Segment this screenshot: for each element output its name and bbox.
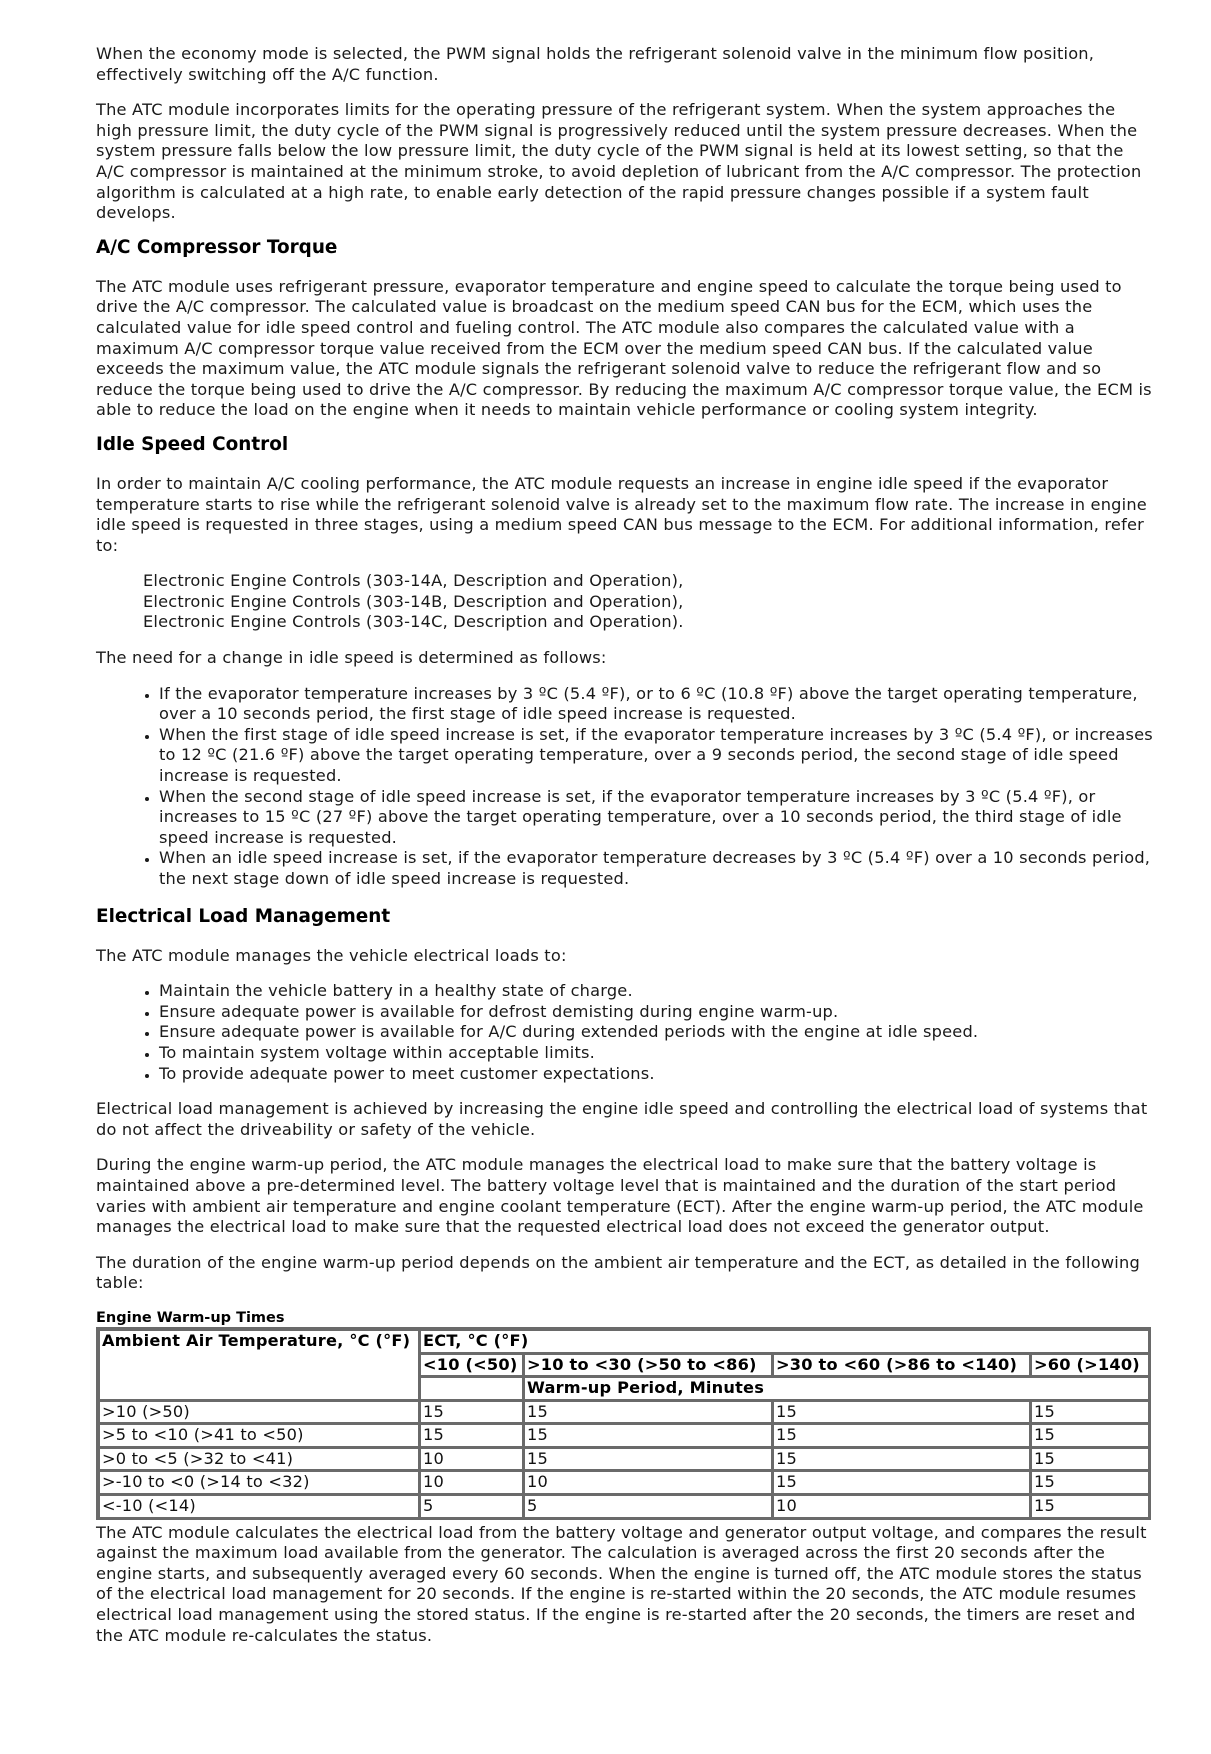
- value-cell: 5: [419, 1494, 523, 1518]
- period-header-cell: Warm-up Period, Minutes: [523, 1376, 1149, 1400]
- empty-cell: [419, 1376, 523, 1400]
- list-item: • When an idle speed increase is set, if the evaporator temperature decreases by 3 ºC (5.4 ºF) over a 10 seconds period, the next stage down of idle speed increase is requested.: [159, 848, 1156, 889]
- value-cell: 15: [419, 1400, 523, 1424]
- value-cell: 15: [1030, 1494, 1149, 1518]
- heading-idle-speed-control: Idle Speed Control: [96, 433, 289, 455]
- intro-paragraph-economy: When the economy mode is selected, the PWM signal holds the refrigerant solenoid valve in the minimum flow position, effectively switching off the A/C function.: [96, 44, 1095, 84]
- elm-intro-paragraph: The ATC module manages the vehicle electrical loads to:: [96, 945, 567, 965]
- value-cell: 15: [1030, 1447, 1149, 1471]
- list-item: • When the second stage of idle speed increase is set, if the evaporator temperature increases by 3 ºC (5.4 ºF), or increases to 15 ºC (27 ºF) above the target operating temperature, over a 10 seconds period, the third stage of idle speed increase is requested.: [159, 787, 1156, 849]
- table-row: [98, 1447, 1149, 1471]
- ambient-cell: >0 to <5 (>32 to <41): [98, 1447, 419, 1471]
- list-item: • Maintain the vehicle battery in a healthy state of charge.: [159, 981, 1156, 1002]
- ect-range-cell: >60 (>140): [1030, 1353, 1149, 1377]
- intro-paragraph-pressure-limits: The ATC module incorporates limits for the operating pressure of the refrigerant system. When the system approaches the high pressure limit, the duty cycle of the PWM signal is progressively reduced until the system pressure decreases. When the system pressure falls below the low pressure limit, the duty cycle of the PWM signal is held at its lowest setting, so that the A/C compressor is maintained at the minimum stroke, to avoid depletion of lubricant from the A/C compressor. The protection algorithm is calculated at a high rate, to enable early detection of the rapid pressure changes possible if a system fault develops.: [96, 100, 1142, 223]
- value-cell: 15: [419, 1423, 523, 1447]
- value-cell: 5: [523, 1494, 772, 1518]
- document-page: [96, 44, 1156, 1646]
- heading-compressor-torque: A/C Compressor Torque: [96, 236, 338, 258]
- reference-link[interactable]: Electronic Engine Controls (303-14B, Description and Operation),: [143, 591, 684, 611]
- list-item: • Ensure adequate power is available for A/C during extended periods with the engine at idle speed.: [159, 1022, 1156, 1043]
- table-row: [98, 1400, 1149, 1424]
- value-cell: 15: [523, 1447, 772, 1471]
- ambient-cell: <-10 (<14): [98, 1494, 419, 1518]
- reference-link[interactable]: Electronic Engine Controls (303-14A, Description and Operation),: [143, 571, 684, 591]
- warmup-times-table: [96, 1327, 1151, 1520]
- elm-duration-paragraph: The duration of the engine warm-up period depends on the ambient air temperature and the ECT, as detailed in the following table:: [96, 1252, 1140, 1293]
- ambient-cell: >10 (>50): [98, 1400, 419, 1424]
- list-item: • To provide adequate power to meet customer expectations.: [159, 1064, 1156, 1085]
- elm-achieved-paragraph: Electrical load management is achieved by increasing the engine idle speed and controlling the electrical load of systems that do not affect the driveability or safety of the vehicle.: [96, 1099, 1148, 1139]
- value-cell: 15: [772, 1423, 1030, 1447]
- torque-paragraph: The ATC module uses refrigerant pressure, evaporator temperature and engine speed to calculate the torque being used to drive the A/C compressor. The calculated value is broadcast on the medium speed CAN bus for the ECM, which uses the calculated value for idle speed control and fueling control. The ATC module also compares the calculated value with a maximum A/C compressor torque value received from the ECM over the medium speed CAN bus. If the calculated value exceeds the maximum value, the ATC module signals the refrigerant solenoid valve to reduce the refrigerant flow and so reduce the torque being used to drive the A/C compressor. By reducing the maximum A/C compressor torque value, the ECM is able to reduce the load on the engine when it needs to maintain vehicle performance or cooling system integrity.: [96, 276, 1152, 420]
- value-cell: 15: [772, 1447, 1030, 1471]
- value-cell: 10: [419, 1470, 523, 1494]
- ect-range-cell: <10 (<50): [419, 1353, 523, 1377]
- value-cell: 10: [419, 1447, 523, 1471]
- elm-calculation-paragraph: The ATC module calculates the electrical load from the battery voltage and generator output voltage, and compares the result against the maximum load available from the generator. The calculation is averaged across the first 20 seconds after the engine starts, and subsequently averaged every 60 seconds. When the engine is turned off, the ATC module stores the status of the electrical load management for 20 seconds. If the engine is re-started within the 20 seconds, the ATC module resumes electrical load management using the stored status. If the engine is re-started after the 20 seconds, the timers are reset and the ATC module re-calculates the status.: [96, 1522, 1147, 1645]
- value-cell: 10: [772, 1494, 1030, 1518]
- heading-electrical-load-management: Electrical Load Management: [96, 905, 391, 927]
- idle-paragraph: In order to maintain A/C cooling performance, the ATC module requests an increase in engine idle speed if the evaporator temperature starts to rise while the refrigerant solenoid valve is already set to the maximum flow rate. The increase in engine idle speed is requested in three stages, using a medium speed CAN bus message to the ECM. For additional information, refer to:: [96, 473, 1147, 555]
- ambient-header-cell: Ambient Air Temperature, °C (°F): [98, 1329, 419, 1400]
- table-row: [98, 1494, 1149, 1518]
- value-cell: 15: [1030, 1400, 1149, 1424]
- elm-warmup-paragraph: During the engine warm-up period, the ATC module manages the electrical load to make sure that the battery voltage is maintained above a pre-determined level. The battery voltage level that is maintained and the duration of the start period varies with ambient air temperature and engine coolant temperature (ECT). After the engine warm-up period, the ATC module manages the electrical load to make sure that the requested electrical load does not exceed the generator output.: [96, 1155, 1144, 1237]
- table-header-row: [98, 1329, 1149, 1353]
- reference-link[interactable]: Electronic Engine Controls (303-14C, Description and Operation).: [143, 612, 684, 632]
- value-cell: 15: [1030, 1470, 1149, 1494]
- elm-bullet-list: [96, 981, 1156, 1084]
- ect-range-cell: >10 to <30 (>50 to <86): [523, 1353, 772, 1377]
- value-cell: 10: [523, 1470, 772, 1494]
- value-cell: 15: [772, 1470, 1030, 1494]
- table-row: [98, 1470, 1149, 1494]
- value-cell: 15: [523, 1400, 772, 1424]
- value-cell: 15: [523, 1423, 772, 1447]
- reference-list: [143, 571, 1156, 633]
- value-cell: 15: [1030, 1423, 1149, 1447]
- list-item: • When the first stage of idle speed increase is set, if the evaporator temperature increases by 3 ºC (5.4 ºF), or increases to 12 ºC (21.6 ºF) above the target operating temperature, over a 9 seconds period, the second stage of idle speed increase is requested.: [159, 725, 1156, 787]
- idle-need-paragraph: The need for a change in idle speed is determined as follows:: [96, 648, 607, 668]
- value-cell: 15: [772, 1400, 1030, 1424]
- list-item: • To maintain system voltage within acceptable limits.: [159, 1043, 1156, 1064]
- ect-header-cell: ECT, °C (°F): [419, 1329, 1149, 1353]
- ambient-cell: >5 to <10 (>41 to <50): [98, 1423, 419, 1447]
- ambient-cell: >-10 to <0 (>14 to <32): [98, 1470, 419, 1494]
- table-row: [98, 1423, 1149, 1447]
- ect-range-cell: >30 to <60 (>86 to <140): [772, 1353, 1030, 1377]
- list-item: • Ensure adequate power is available for defrost demisting during engine warm-up.: [159, 1002, 1156, 1023]
- table-caption: Engine Warm-up Times: [96, 1309, 285, 1326]
- idle-bullet-list: [96, 684, 1156, 890]
- list-item: • If the evaporator temperature increases by 3 ºC (5.4 ºF), or to 6 ºC (10.8 ºF) above the target operating temperature, over a 10 seconds period, the first stage of idle speed increase is requested.: [159, 684, 1156, 725]
